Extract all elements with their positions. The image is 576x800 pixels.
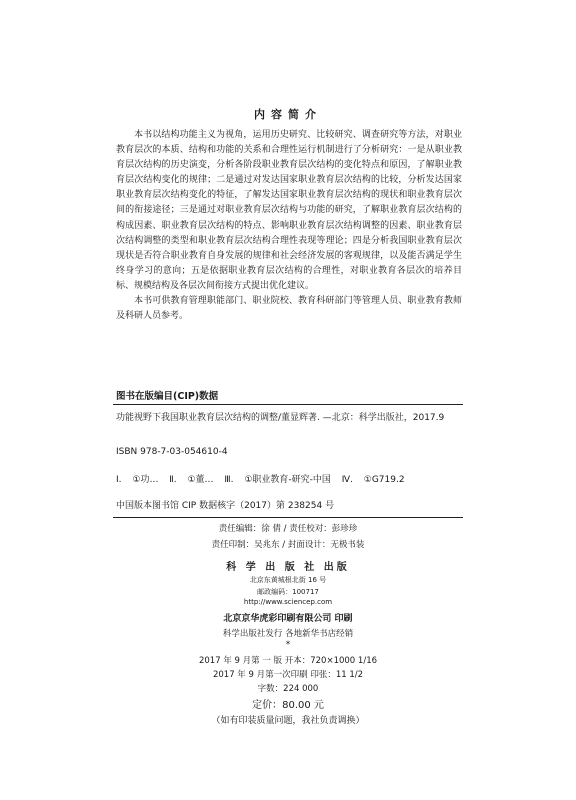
editors-line: 责任印制：吴兆东 / 封面设计：无极书装 bbox=[211, 540, 365, 550]
editors-line: 责任编辑：徐 倩 / 责任校对：彭珍珍 bbox=[218, 524, 358, 534]
word-count: 字数：224 000 bbox=[257, 684, 319, 694]
edition-line: 2017 年 9 月第 一 版 开本：720×1000 1/16 bbox=[198, 656, 378, 666]
cip-record-number: 中国版本图书馆 CIP 数据核字（2017）第 238254 号 bbox=[116, 501, 335, 511]
quality-notice: （如有印装质量问题，我社负责调换） bbox=[211, 716, 365, 726]
cip-classification: Ⅰ. ①功… Ⅱ. ①董… Ⅲ. ①职业教育-研究-中国 Ⅳ. ①G719.2 bbox=[116, 475, 405, 485]
cip-heading: 图书在版编目(CIP)数据 bbox=[116, 391, 219, 402]
publisher-website: http://www.sciencep.com bbox=[243, 598, 333, 606]
separator-star: * bbox=[285, 640, 291, 650]
distribution-line: 科学出版社发行 各地新华书店经销 bbox=[222, 629, 354, 639]
abstract-paragraph: 本书以结构功能主义为视角，运用历史研究、比较研究、调查研究等方法，对职业教育层次的本质、结构和功能的关系和合理性运行机制进行了分析研究：一是从职业教育层次结构的历史演变，分析各阶段职业教育层次结构的变化特点和原因，了解职业教育层次结构变化的规律；二是通过对发达国家职业教育层次结构的比较，分析发达国家职业教育层次结构变化的特征，了解发达国家职业教育层次结构的现状和职业教育层次间的衔接途径；三是通过对职业教育层次结构与功能的研究，了解职业教育层次结构的构成因素、职业教育层次结构的特点、影响职业教育层次结构调整的因素、职业教育层次结构调整的类型和职业教育层次结构合理性表现等理论；四是分析我国职业教育层次现状是否符合职业教育自身发展的规律和社会经济发展的客观规律，以及能否满足学生终身学习的意向；五是依据职业教育层次结构的合理性，对职业教育各层次的培养目标、规模结构及各层次间衔接方式提出优化建议。 bbox=[116, 130, 462, 291]
printing-line: 2017 年 9 月第一次印刷 印张：11 1/2 bbox=[212, 670, 364, 680]
printer-name: 北京京华虎彩印刷有限公司 印刷 bbox=[223, 614, 353, 624]
cip-data-box bbox=[113, 404, 463, 518]
price: 定价：80.00 元 bbox=[252, 700, 324, 711]
cip-isbn: ISBN 978-7-03-054610-4 bbox=[116, 447, 228, 457]
abstract-paragraph: 本书可供教育管理职能部门、职业院校、教育科研部门等管理人员、职业教育教师及科研人员参考。 bbox=[116, 296, 462, 322]
cip-entry: 功能视野下我国职业教育层次结构的调整/董显辉著. —北京：科学出版社，2017.9 bbox=[116, 413, 445, 423]
section-title: 内容简介 bbox=[254, 108, 322, 121]
publisher-name: 科 学 出 版 社 出版 bbox=[226, 562, 350, 573]
publisher-address: 北京东黄城根北街 16 号 bbox=[249, 576, 327, 584]
publisher-postcode: 邮政编码：100717 bbox=[257, 588, 319, 596]
abstract-text bbox=[116, 128, 462, 324]
